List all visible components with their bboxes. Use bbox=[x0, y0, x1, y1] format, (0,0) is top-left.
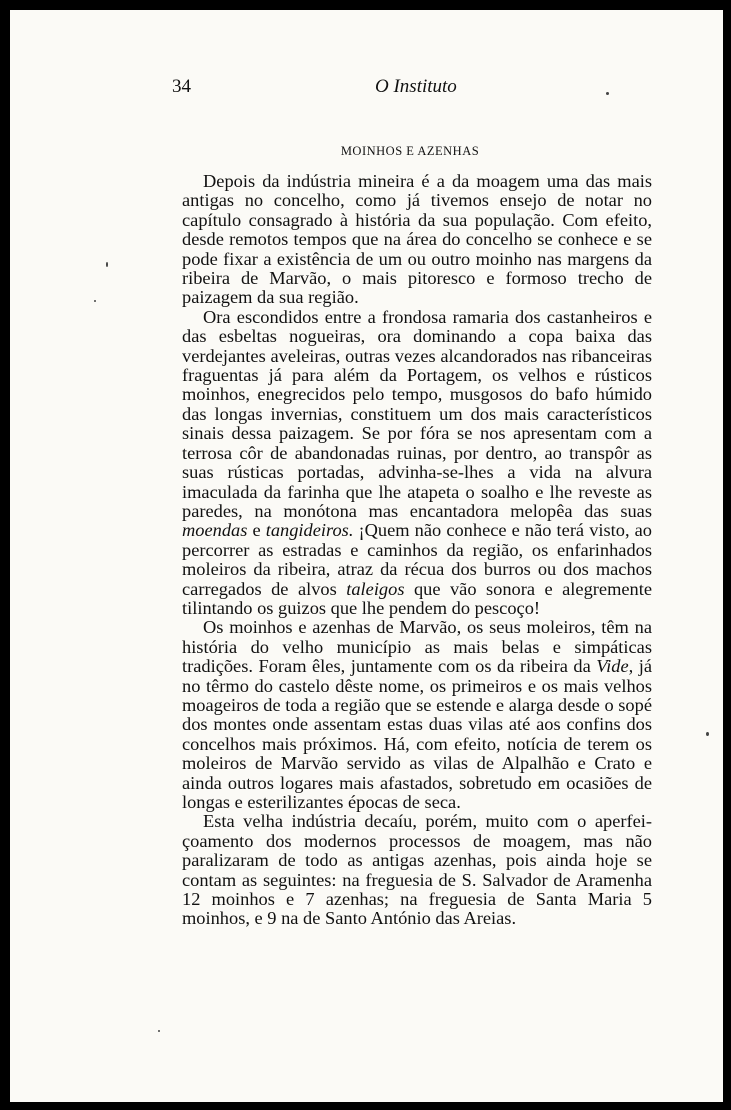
italic-term: Vide, bbox=[596, 656, 634, 677]
page-number: 34 bbox=[172, 76, 191, 97]
paragraph bbox=[182, 172, 652, 308]
page-header bbox=[172, 76, 572, 100]
paragraph-text: Os moinhos e azenhas de Marvão, os seus moleiros, têm na história do velho município as mais belas e simpáticas tradições. Foram êles, juntamente com os da ribeira da bbox=[182, 617, 652, 677]
document-page bbox=[10, 10, 723, 1102]
paragraph-text: já no têrmo do castelo dêste nome, os primeiros e os mais velhos moageiros de toda a região que se estende e alarga desde o sopé dos montes onde assentam estas duas vilas até aos confins dos concelhos mais próximos. Há, com efeito, notícia de terem os moleiros de Marvão servido as vilas de Alpalhão e Crato e ainda outros logares mais afastados, sobretudo em ocasiões de longas e esterilizantes épocas de seca. bbox=[182, 656, 652, 812]
italic-term: taleigos bbox=[346, 578, 405, 599]
body-text bbox=[182, 172, 652, 929]
paragraph bbox=[182, 618, 652, 812]
paragraph-text: Esta velha indústria decaíu, porém, muito com o aperfeiçoamento dos modernos processos de moagem, mas não paralizaram de todo as antigas azenhas, pois ainda hoje se contam as seguintes: na freguesia de S. Salvador de Aramenha 12 moinhos e 7 azenhas; na freguesia de Santa Maria 5 moinhos, e 9 na de Santo António das Areias. bbox=[182, 811, 652, 929]
italic-term: moendas bbox=[182, 520, 248, 541]
running-title: O Instituto bbox=[375, 76, 457, 97]
paragraph-text: Ora escondidos entre a frondosa ramaria dos castanheiros e das esbeltas nogueiras, ora dominando a copa baixa das verdejantes aveleiras, outras vezes alcandorados nas ribanceiras fraguentas já para além da Portagem, os velhos e rústicos moinhos, enegrecidos pelo tempo, musgosos do bafo húmido das longas invernias, constituem um dos mais característicos sinais dessa paizagem. Se por fóra se nos apresentam com a terrosa côr de abandonadas ruinas, por dentro, ao transpôr as suas rústicas portadas, advinha-se-lhes a vida na alvura imaculada da farinha que lhe atapeta o soalho e lhe reveste as paredes, na monótona mas encantadora melopêa das suas bbox=[182, 306, 652, 521]
paragraph bbox=[182, 812, 652, 928]
paragraph-text: que vão sonora e alegremente tilintando os guizos que lhe pendem do pescoço! bbox=[182, 578, 652, 618]
paragraph-text: ¡Quem não conhece e não terá visto, ao percorrer as estradas e caminhos da região, os enfarinhados moleiros da ribeira, atraz da récua dos burros ou dos machos carregados de alvos bbox=[182, 520, 652, 599]
italic-term: tangideiros. bbox=[265, 520, 354, 541]
paragraph-text: e bbox=[247, 520, 266, 541]
section-title: MOINHOS E AZENHAS bbox=[340, 144, 480, 158]
paragraph bbox=[182, 308, 652, 619]
paragraph-text: Depois da indústria mineira é a da moagem uma das mais antigas no concelho, como já tivemos ensejo de notar no capítulo consagrado à história da sua população. Com efeito, desde remotos tempos que na área do concelho se conhece e se pode fixar a existência de um ou outro moinho nas margens da ribeira de Marvão, o mais pitoresco e formoso trecho de paizagem da sua região. bbox=[182, 171, 652, 308]
